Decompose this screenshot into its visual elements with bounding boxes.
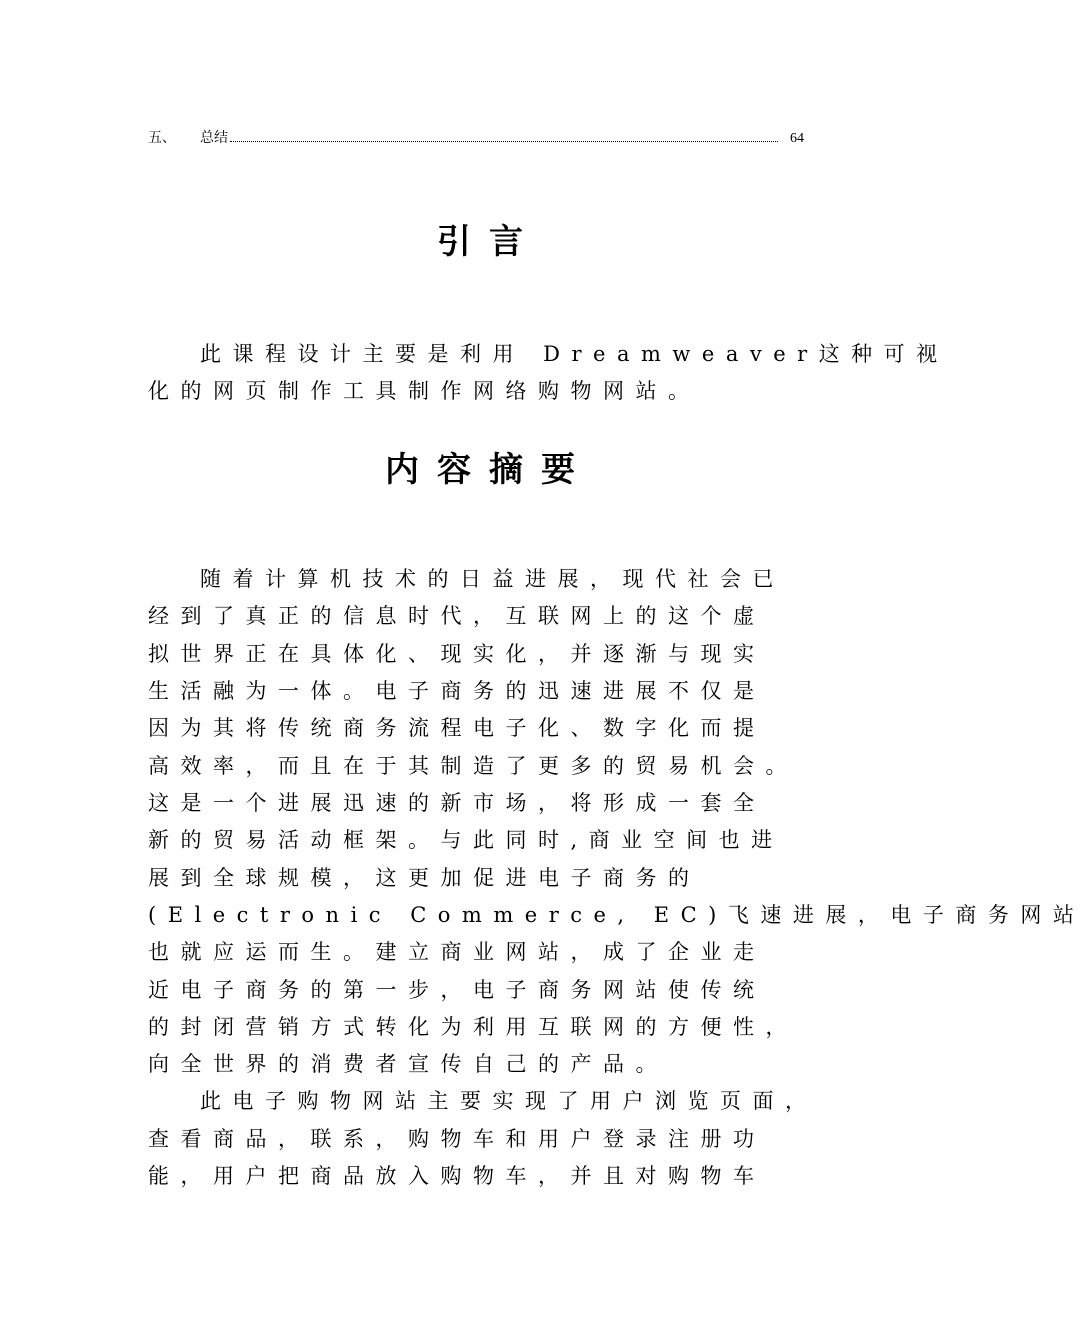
abstract-heading: 内容摘要 xyxy=(385,450,593,490)
intro-line-2: 化的网页制作工具制作网络购物网站。 xyxy=(148,379,701,403)
abstract-line-4: 生活融为一体。电子商务的迅速进展不仅是 xyxy=(148,679,766,703)
abstract-line-2: 经到了真正的信息时代，互联网上的这个虚 xyxy=(148,604,766,628)
toc-entry-title: 总结 xyxy=(200,131,228,146)
abstract-line-12: 近电子商务的第一步，电子商务网站使传统 xyxy=(148,978,766,1002)
toc-dot-leader xyxy=(230,129,778,142)
abstract-line-15: 此电子购物网站主要实现了用户浏览页面， xyxy=(200,1089,818,1113)
abstract-line-13: 的封闭营销方式转化为利用互联网的方便性， xyxy=(148,1015,798,1039)
abstract-line-7: 这是一个进展迅速的新市场，将形成一套全 xyxy=(148,791,766,815)
abstract-line-14: 向全世界的消费者宣传自己的产品。 xyxy=(148,1052,668,1076)
abstract-line-5: 因为其将传统商务流程电子化、数字化而提 xyxy=(148,716,766,740)
abstract-line-9: 展到全球规模，这更加促进电子商务的 xyxy=(148,866,701,890)
toc-entry-number: 五、 xyxy=(148,131,176,146)
abstract-line-11: 也就应运而生。建立商业网站，成了企业走 xyxy=(148,940,766,964)
toc-entry[interactable] xyxy=(148,127,804,147)
abstract-line-6: 高效率，而且在于其制造了更多的贸易机会。 xyxy=(148,754,798,778)
abstract-line-3: 拟世界正在具体化、现实化，并逐渐与现实 xyxy=(148,642,766,666)
abstract-line-16: 查看商品，联系，购物车和用户登录注册功 xyxy=(148,1127,766,1151)
abstract-line-10: (Electronic Commerce, EC)飞速进展，电子商务网站 xyxy=(148,903,1085,927)
intro-line-1: 此课程设计主要是利用 Dreamweaver这种可视 xyxy=(200,342,949,366)
abstract-line-8: 新的贸易活动框架。与此同时,商业空间也进 xyxy=(148,828,784,852)
intro-heading: 引言 xyxy=(437,222,541,262)
toc-entry-page: 64 xyxy=(790,131,804,146)
abstract-line-17: 能，用户把商品放入购物车，并且对购物车 xyxy=(148,1164,766,1188)
abstract-line-1: 随着计算机技术的日益进展，现代社会已 xyxy=(200,567,785,591)
